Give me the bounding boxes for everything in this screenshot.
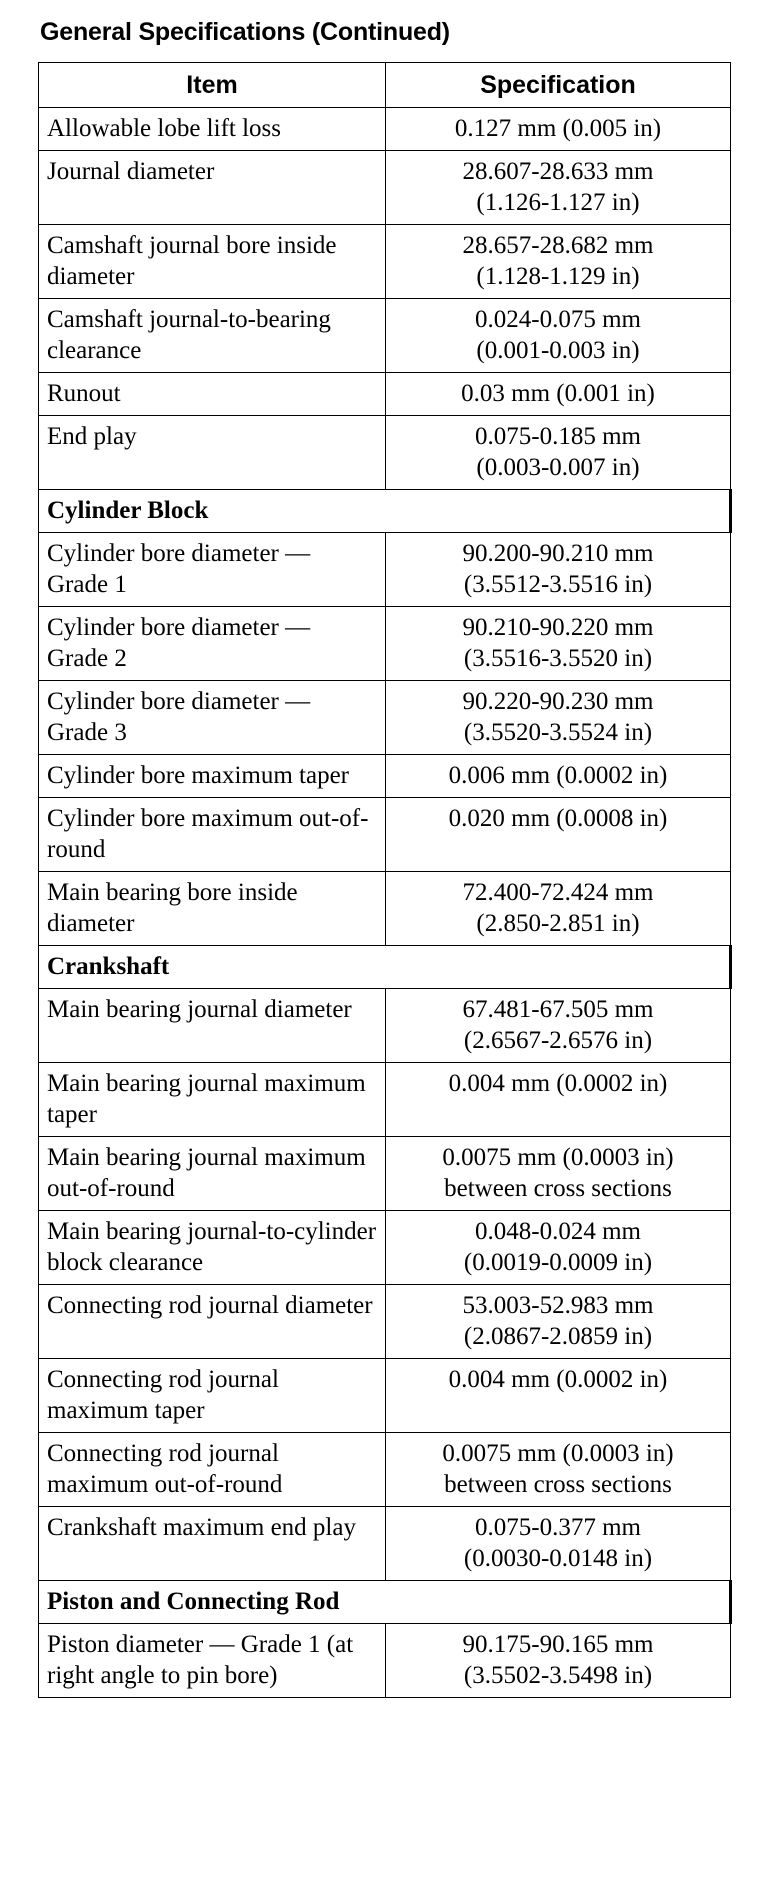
specification-line: (0.003-0.007 in) xyxy=(476,454,640,481)
table-row xyxy=(39,755,731,798)
specification-line: 28.607-28.633 mm xyxy=(462,158,654,185)
section-heading: Cylinder Block xyxy=(39,490,731,533)
item-cell: Runout xyxy=(39,373,386,416)
table-row xyxy=(39,1359,731,1433)
specification-line: (3.5516-3.5520 in) xyxy=(463,645,653,672)
specification-cell xyxy=(386,373,731,416)
table-row xyxy=(39,989,731,1063)
specification-cell xyxy=(386,989,731,1063)
specification-line: 0.024-0.075 mm xyxy=(475,306,641,333)
specification-cell xyxy=(386,299,731,373)
specification-line: 0.0075 mm (0.0003 in) xyxy=(442,1144,674,1171)
specification-line: (1.126-1.127 in) xyxy=(476,189,640,216)
specification-line: between cross sections xyxy=(444,1471,672,1498)
specification-line: 0.004 mm (0.0002 in) xyxy=(448,1366,668,1393)
specification-line: (2.6567-2.6576 in) xyxy=(463,1027,653,1054)
item-cell: Cylinder bore diameter — Grade 2 xyxy=(39,607,386,681)
table-row xyxy=(39,108,731,151)
table-row xyxy=(39,416,731,490)
page-title: General Specifications (Continued) xyxy=(40,18,450,46)
specification-line: 0.127 mm (0.005 in) xyxy=(454,115,662,142)
item-cell: Main bearing journal maximum taper xyxy=(39,1063,386,1137)
table-row xyxy=(39,299,731,373)
item-cell: Allowable lobe lift loss xyxy=(39,108,386,151)
item-cell: Crankshaft maximum end play xyxy=(39,1507,386,1581)
specification-cell xyxy=(386,681,731,755)
specification-line: (2.850-2.851 in) xyxy=(476,910,640,937)
item-cell: Piston diameter — Grade 1 (at right angle to pin bore) xyxy=(39,1624,386,1698)
column-header-specification: Specification xyxy=(386,63,731,108)
specification-cell xyxy=(386,416,731,490)
specification-cell xyxy=(386,1624,731,1698)
item-cell: Main bearing journal diameter xyxy=(39,989,386,1063)
specification-cell xyxy=(386,1359,731,1433)
table-row xyxy=(39,151,731,225)
specification-cell xyxy=(386,1285,731,1359)
specification-line: (3.5512-3.5516 in) xyxy=(463,571,653,598)
specification-line: 90.220-90.230 mm xyxy=(462,688,654,715)
item-cell: End play xyxy=(39,416,386,490)
specification-cell xyxy=(386,533,731,607)
item-cell: Cylinder bore diameter — Grade 3 xyxy=(39,681,386,755)
specifications-table xyxy=(38,62,732,1698)
specification-line: 0.004 mm (0.0002 in) xyxy=(448,1070,668,1097)
item-cell: Cylinder bore maximum out-of-round xyxy=(39,798,386,872)
specification-cell xyxy=(386,225,731,299)
table-row xyxy=(39,373,731,416)
specification-line: between cross sections xyxy=(444,1175,672,1202)
specification-cell xyxy=(386,872,731,946)
table-row xyxy=(39,681,731,755)
item-cell: Connecting rod journal maximum taper xyxy=(39,1359,386,1433)
item-cell: Camshaft journal-to-bearing clearance xyxy=(39,299,386,373)
item-cell: Cylinder bore diameter — Grade 1 xyxy=(39,533,386,607)
table-row xyxy=(39,607,731,681)
item-cell: Cylinder bore maximum taper xyxy=(39,755,386,798)
item-cell: Main bearing journal maximum out-of-round xyxy=(39,1137,386,1211)
item-cell: Connecting rod journal maximum out-of-round xyxy=(39,1433,386,1507)
specification-line: 90.175-90.165 mm xyxy=(462,1631,654,1658)
specification-cell xyxy=(386,798,731,872)
specification-line: (1.128-1.129 in) xyxy=(476,263,640,290)
table-row xyxy=(39,225,731,299)
specification-line: (3.5520-3.5524 in) xyxy=(463,719,653,746)
specification-cell xyxy=(386,1433,731,1507)
specification-line: (0.0019-0.0009 in) xyxy=(463,1249,653,1276)
specification-cell xyxy=(386,1507,731,1581)
item-cell: Journal diameter xyxy=(39,151,386,225)
table-row xyxy=(39,798,731,872)
specification-cell xyxy=(386,1063,731,1137)
table-body xyxy=(39,108,731,1698)
section-heading: Crankshaft xyxy=(39,946,731,989)
specification-line: 0.048-0.024 mm xyxy=(475,1218,641,1245)
table-row xyxy=(39,1433,731,1507)
table-row xyxy=(39,1285,731,1359)
section-row xyxy=(39,946,731,989)
specification-cell xyxy=(386,151,731,225)
table-row xyxy=(39,872,731,946)
specification-line: 0.0075 mm (0.0003 in) xyxy=(442,1440,674,1467)
specification-line: 90.200-90.210 mm xyxy=(462,540,654,567)
section-row xyxy=(39,1581,731,1624)
specification-line: (0.001-0.003 in) xyxy=(476,337,640,364)
specification-line: 0.075-0.377 mm xyxy=(475,1514,641,1541)
specification-line: 28.657-28.682 mm xyxy=(462,232,654,259)
specification-cell xyxy=(386,607,731,681)
table-row xyxy=(39,1063,731,1137)
specification-cell xyxy=(386,1211,731,1285)
specification-line: 0.075-0.185 mm xyxy=(475,423,641,450)
item-cell: Main bearing bore inside diameter xyxy=(39,872,386,946)
table-row xyxy=(39,533,731,607)
table-row xyxy=(39,1137,731,1211)
specification-line: 53.003-52.983 mm xyxy=(462,1292,654,1319)
specification-cell xyxy=(386,108,731,151)
specification-line: 0.020 mm (0.0008 in) xyxy=(448,805,668,832)
table-header-row xyxy=(39,63,731,108)
specification-cell xyxy=(386,1137,731,1211)
specification-line: (0.0030-0.0148 in) xyxy=(463,1545,653,1572)
specification-line: 67.481-67.505 mm xyxy=(462,996,654,1023)
column-header-item: Item xyxy=(39,63,386,108)
item-cell: Connecting rod journal diameter xyxy=(39,1285,386,1359)
specification-line: 0.006 mm (0.0002 in) xyxy=(448,762,668,789)
item-cell: Main bearing journal-to-cylinder block clearance xyxy=(39,1211,386,1285)
specification-line: 90.210-90.220 mm xyxy=(462,614,654,641)
section-row xyxy=(39,490,731,533)
specification-line: (2.0867-2.0859 in) xyxy=(463,1323,653,1350)
specification-line: (3.5502-3.5498 in) xyxy=(463,1662,653,1689)
table-row xyxy=(39,1624,731,1698)
specification-cell xyxy=(386,755,731,798)
table-row xyxy=(39,1211,731,1285)
item-cell: Camshaft journal bore inside diameter xyxy=(39,225,386,299)
specification-line: 72.400-72.424 mm xyxy=(462,879,654,906)
specification-line: 0.03 mm (0.001 in) xyxy=(461,380,655,407)
table-row xyxy=(39,1507,731,1581)
section-heading: Piston and Connecting Rod xyxy=(39,1581,731,1624)
